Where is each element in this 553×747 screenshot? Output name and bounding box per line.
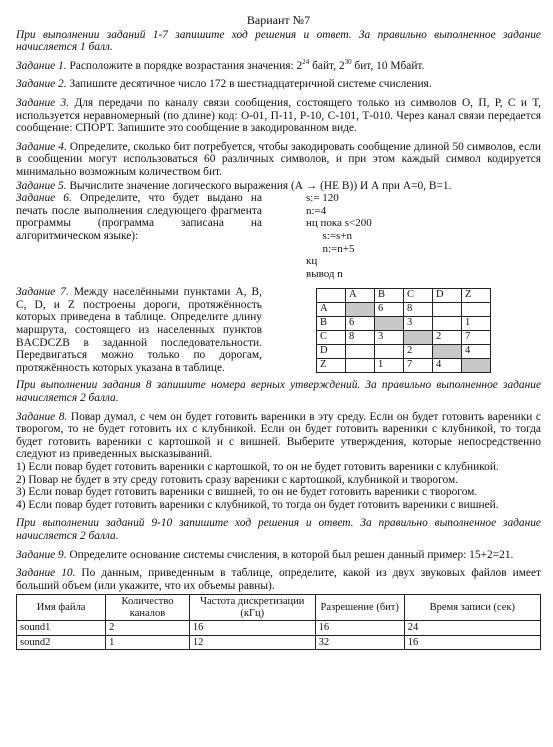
- code-line: n:=4: [306, 204, 327, 217]
- task-1-exp1: 24: [302, 57, 310, 66]
- table-cell: 24: [404, 621, 540, 636]
- table-cell: D: [317, 345, 346, 359]
- code-line: вывод n: [306, 267, 343, 280]
- task-8-text: Повар думал, с чем он будет готовить вареники в эту среду. Если он будет готовить вареники с творогом, то не будет готовить их с клубникой. Если он будет готовить вареники с клубникой, то тогда будет готовить вареники с картошкой и с вишней. Выберите утверждения, которые непосредственно следуют из приведенных высказываний.: [16, 410, 541, 461]
- table-cell: [346, 303, 375, 317]
- table-cell: 7: [462, 331, 491, 345]
- table-cell: [433, 345, 462, 359]
- task-7: [16, 286, 541, 374]
- table-cell: 8: [404, 303, 433, 317]
- table-cell: 2: [106, 621, 190, 636]
- table-row: [17, 621, 541, 636]
- task-2-text: Запишите десятичное число 172 в шестнадцатеричной системе счисления.: [66, 78, 432, 91]
- table-cell: 16: [189, 621, 315, 636]
- task-7-label: Задание 7.: [16, 286, 69, 299]
- task-1-text-c: бит, 10 Мбайт.: [351, 59, 425, 72]
- table-header: Имя файла: [17, 595, 106, 621]
- table-cell: [346, 359, 375, 373]
- table-cell: A: [317, 303, 346, 317]
- table-cell: B: [375, 289, 404, 303]
- task-9-label: Задание 9.: [16, 548, 67, 561]
- instructions-1-7: При выполнении заданий 1-7 запишите ход решения и ответ. За правильно выполненное задание начисляется 1 балл.: [16, 28, 541, 54]
- task-10: [16, 567, 541, 592]
- task-4-label: Задание 4.: [16, 140, 67, 153]
- instructions-9-10: При выполнении заданий 9-10 запишите ход решения и ответ. За правильно выполненное задание начисляется 2 балла.: [16, 517, 541, 542]
- table-cell: 16: [315, 621, 404, 636]
- table-header: Количество каналов: [106, 595, 190, 621]
- instructions-8: При выполнении задания 8 запишите номера верных утверждений. За правильно выполненное задание начисляется 2 балла.: [16, 379, 541, 405]
- task-2-label: Задание 2.: [16, 78, 67, 91]
- table-row: [317, 331, 491, 345]
- table-cell: 1: [375, 359, 404, 373]
- table-cell: A: [346, 289, 375, 303]
- table-cell: 32: [315, 635, 404, 650]
- table-cell: [375, 317, 404, 331]
- task-3: [16, 97, 541, 135]
- variant-title: Вариант №7: [246, 13, 311, 27]
- table-header: Частота дискретизации (кГц): [189, 595, 315, 621]
- code-line: s:=s+n: [306, 229, 353, 242]
- code-line: n:=n+5: [306, 242, 355, 255]
- table-cell: Z: [317, 359, 346, 373]
- table-row: [317, 359, 491, 373]
- table-cell: 12: [189, 635, 315, 650]
- table-cell: [404, 331, 433, 345]
- task-5-text: Вычислите значение логического выражения (А → (НЕ В)) И А при А=0, В=1.: [66, 179, 452, 192]
- table-cell: 2: [404, 345, 433, 359]
- code-line: кц: [306, 255, 318, 268]
- table-cell: 1: [106, 635, 190, 650]
- table-cell: sound1: [17, 621, 106, 636]
- task-1-label: Задание 1.: [16, 59, 67, 72]
- table-cell: 4: [462, 345, 491, 359]
- table-cell: 3: [375, 331, 404, 345]
- table-cell: [462, 303, 491, 317]
- task-1-text-a: Расположите в порядке возрастания значения: 2: [66, 59, 303, 72]
- table-cell: [433, 303, 462, 317]
- sound-files-table: [16, 594, 541, 650]
- task-5-label: Задание 5.: [16, 179, 67, 192]
- table-cell: 3: [404, 317, 433, 331]
- table-cell: 6: [375, 303, 404, 317]
- task-10-label: Задание 10.: [16, 567, 76, 580]
- code-line: нц пока s<200: [306, 217, 372, 230]
- table-cell: sound2: [17, 635, 106, 650]
- task-2: [16, 78, 541, 91]
- table-cell: B: [317, 317, 346, 331]
- table-cell: 1: [462, 317, 491, 331]
- task-7-description: [16, 286, 262, 374]
- table-header: Разрешение (бит): [315, 595, 404, 621]
- code-line: s:= 120: [306, 192, 339, 205]
- table-header-row: [317, 289, 491, 303]
- table-cell: 6: [346, 317, 375, 331]
- table-cell: [346, 345, 375, 359]
- table-cell: C: [317, 331, 346, 345]
- distance-table-wrap: [316, 288, 491, 374]
- list-item: 3) Если повар будет готовить вареники с вишней, то он не будет готовить вареники с творогом.: [16, 486, 478, 499]
- table-cell: [462, 359, 491, 373]
- task-8: [16, 411, 541, 461]
- task-9-text: Определите основание системы счисления, в которой был решен данный пример: 15+2=21.: [66, 548, 514, 561]
- task-9: [16, 549, 541, 562]
- table-header-row: [17, 595, 541, 621]
- table-cell: C: [404, 289, 433, 303]
- task-3-text: Для передачи по каналу связи сообщения, состоящего только из символов О, П, Р, С и Т, используется неравномерный (по длине) код: О-01, П-11, Р-10, С-101, Т-010. Через канал связи передается сообщение: СПОРТ. Запишите это сообщение в закодированном виде.: [16, 96, 541, 135]
- list-item: 1) Если повар будет готовить вареники с картошкой, то он не будет готовить вареники с клубникой.: [16, 461, 499, 473]
- task-10-text: По данным, приведенным в таблице, определите, какой из двух звуковых файлов имеет больший объем (или укажите, что их объемы равны).: [16, 567, 542, 592]
- task-7-text: Между населёнными пунктами A, B, C, D, и Z построены дороги, протяжённость которых приведена в таблице. Определите длину маршрута, состоящего из населенных пунктов BACDCZB в заданной последовательности. Передвигаться можно только по дорогам, протяжённость которых указана в таблице.: [16, 286, 262, 374]
- table-header: Время записи (сек): [404, 595, 540, 621]
- table-cell: 4: [433, 359, 462, 373]
- table-row: [317, 345, 491, 359]
- table-cell: D: [433, 289, 462, 303]
- table-cell: 8: [346, 331, 375, 345]
- list-item: 4) Если повар будет готовить вареники с клубникой, то тогда он будет готовить вареники с вишней.: [16, 498, 499, 511]
- task-6-label: Задание 6.: [16, 192, 72, 205]
- task-8-statements: [16, 461, 541, 511]
- table-cell: 7: [404, 359, 433, 373]
- table-cell: Z: [462, 289, 491, 303]
- task-8-label: Задание 8.: [16, 410, 68, 423]
- task-4-text: Определите, сколько бит потребуется, чтобы закодировать сообщение длиной 50 символов, если в сообщении могут использоваться 60 различных символов, и при этом каждый символ кодируется минимально возможным количеством бит.: [16, 140, 541, 178]
- task-6-code: [306, 192, 372, 280]
- task-1: [16, 57, 541, 73]
- table-cell: 2: [433, 331, 462, 345]
- task-1-text-b: байт, 2: [309, 59, 345, 72]
- list-item: 2) Повар не будет в эту среду готовить сразу вареники с картошкой, клубникой и творогом.: [16, 473, 459, 486]
- table-cell: [317, 289, 346, 303]
- task-6-text: Определите, что будет выдано на печать после выполнения следующего фрагмента программы (программа записана на алгоритмическом языке):: [16, 192, 262, 242]
- task-1-exp2: 30: [344, 57, 352, 66]
- task-5: [16, 180, 541, 193]
- table-cell: 16: [404, 635, 540, 650]
- distance-table: [316, 288, 491, 373]
- table-row: [17, 635, 541, 650]
- task-3-label: Задание 3.: [16, 96, 70, 109]
- task-6-description: [16, 192, 262, 280]
- task-6: [16, 192, 541, 280]
- table-cell: [433, 317, 462, 331]
- table-cell: [375, 345, 404, 359]
- table-row: [317, 303, 491, 317]
- table-row: [317, 317, 491, 331]
- task-4: [16, 141, 541, 179]
- worksheet-page: [16, 14, 541, 650]
